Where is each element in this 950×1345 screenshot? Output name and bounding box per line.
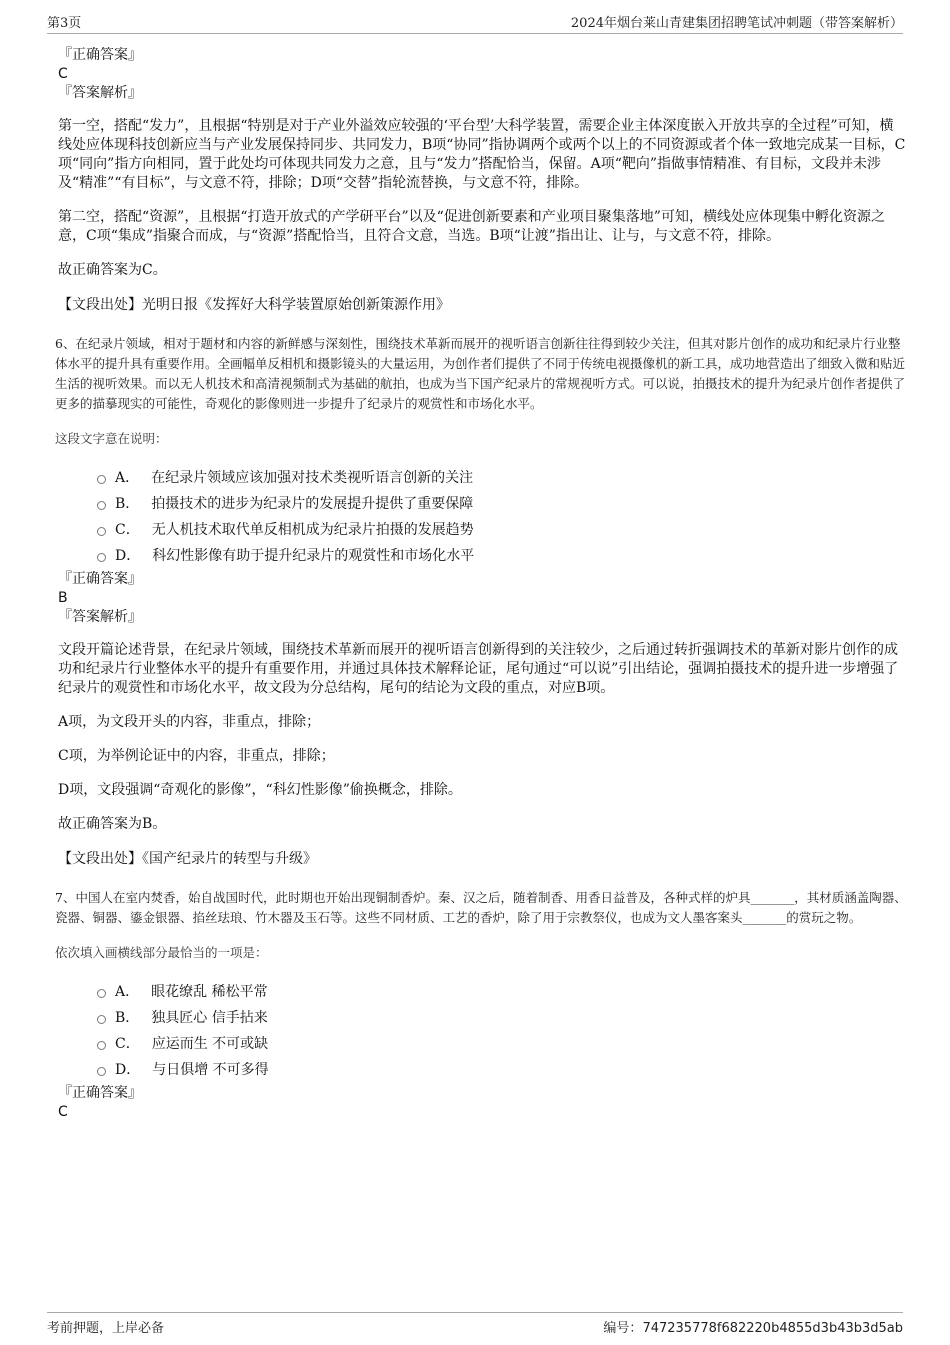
radio-icon[interactable] bbox=[97, 1067, 106, 1076]
source-citation: 【文段出处】光明日报《发挥好大科学装置原始创新策源作用》 bbox=[58, 297, 450, 313]
source-citation: 【文段出处】《国产纪录片的转型与升级》 bbox=[58, 851, 317, 867]
analysis-paragraph: 文段开篇论述背景，在纪录片领域，围绕技术革新而展开的视听语言创新得到的关注较少，之后通过转折强调技术的革新对影片创作的成功和纪录片行业整体水平的提升有重要作用，并通过具体技术解释论证，尾句通过“可以说”引出结论，强调拍摄技术的提升进一步增强了纪录片的观赏性和市场化水平，故文段为分总结构，尾句的结论为文段的重点，对应B项。 bbox=[58, 642, 899, 696]
answer-value: C bbox=[58, 1104, 68, 1120]
option-a[interactable]: A． 眼花缭乱 稀松平常 bbox=[97, 978, 907, 1004]
radio-icon[interactable] bbox=[97, 1041, 106, 1050]
radio-icon[interactable] bbox=[97, 475, 106, 484]
option-c[interactable]: C． 应运而生 不可或缺 bbox=[97, 1030, 907, 1056]
answer-value: B bbox=[58, 590, 68, 606]
analysis-paragraph: A项，为文段开头的内容，非重点，排除； bbox=[58, 714, 321, 730]
page-header bbox=[47, 12, 903, 34]
analysis-paragraph: D项，文段强调“奇观化的影像”，“科幻性影像”偷换概念，排除。 bbox=[58, 782, 462, 798]
document-title: 2024年烟台莱山青建集团招聘笔试冲刺题（带答案解析） bbox=[570, 16, 903, 31]
analysis-conclusion: 故正确答案为B。 bbox=[58, 816, 167, 832]
option-b[interactable]: B． 独具匠心 信手拈来 bbox=[97, 1004, 907, 1030]
option-list bbox=[97, 978, 907, 1082]
option-d[interactable]: D． 与日俱增 不可多得 bbox=[97, 1056, 907, 1082]
question-prompt: 依次填入画横线部分最恰当的一项是： bbox=[55, 945, 268, 960]
answer-label: 『正确答案』 bbox=[58, 47, 142, 63]
option-c[interactable]: C． 无人机技术取代单反相机成为纪录片拍摄的发展趋势 bbox=[97, 516, 907, 542]
option-b[interactable]: B． 拍摄技术的进步为纪录片的发展提升提供了重要保障 bbox=[97, 490, 907, 516]
analysis-label: 『答案解析』 bbox=[58, 85, 142, 101]
radio-icon[interactable] bbox=[97, 1015, 106, 1024]
page-footer bbox=[47, 1312, 903, 1336]
option-a[interactable]: A． 在纪录片领域应该加强对技术类视听语言创新的关注 bbox=[97, 464, 907, 490]
document-code: 编号：747235778f682220b4855d3b43b3d5ab bbox=[603, 1321, 903, 1336]
question-text: 6、在纪录片领域，相对于题材和内容的新鲜感与深刻性，围绕技术革新而展开的视听语言创新往往得到较少关注，但其对影片创作的成功和纪录片行业整体水平的提升具有重要作用。全画幅单反相机和摄影镜头的大量运用，为创作者们提供了不同于传统电视摄像机的新工具，成功地营造出了细致入微和贴近生活的视听效果。而以无人机技术和高清视频制式为基础的航拍，也成为当下国产纪录片的常规视听方式。可以说，拍摄技术的提升为纪录片创作者提供了更多的描摹现实的可能性，奇观化的影像则进一步提升了纪录片的观赏性和市场化水平。 bbox=[55, 336, 906, 411]
footer-slogan: 考前押题，上岸必备 bbox=[47, 1321, 165, 1336]
question-text: 7、中国人在室内焚香，始自战国时代，此时期也开始出现铜制香炉。秦、汉之后，随着制香、用香日益普及，各种式样的炉具_______，其材质涵盖陶器、瓷器、铜器、鎏金银器、掐丝珐琅、竹木器及玉石等。这些不同材质、工艺的香炉，除了用于宗教祭仪，也成为文人墨客案头_______的赏玩之物。 bbox=[55, 890, 907, 925]
page-content bbox=[55, 46, 907, 1122]
question-prompt: 这段文字意在说明： bbox=[55, 431, 168, 446]
answer-value: C bbox=[58, 66, 68, 82]
radio-icon[interactable] bbox=[97, 527, 106, 536]
radio-icon[interactable] bbox=[97, 501, 106, 510]
radio-icon[interactable] bbox=[97, 553, 106, 562]
analysis-paragraph: 第二空，搭配“资源”，且根据“打造开放式的产学研平台”以及“促进创新要素和产业项目聚集落地”可知，横线处应体现集中孵化资源之意，C项“集成”指聚合而成，与“资源”搭配恰当，且符合文意，当选。B项“让渡”指出让、让与，与文意不符，排除。 bbox=[58, 209, 885, 244]
analysis-conclusion: 故正确答案为C。 bbox=[58, 262, 167, 278]
analysis-paragraph: C项，为举例论证中的内容，非重点，排除； bbox=[58, 748, 335, 764]
option-list bbox=[97, 464, 907, 568]
radio-icon[interactable] bbox=[97, 989, 106, 998]
answer-label: 『正确答案』 bbox=[58, 571, 142, 587]
option-d[interactable]: D． 科幻性影像有助于提升纪录片的观赏性和市场化水平 bbox=[97, 542, 907, 568]
analysis-paragraph: 第一空，搭配“发力”，且根据“特别是对于产业外溢效应较强的‘平台型’大科学装置，需要企业主体深度嵌入开放共享的全过程”可知，横线处应体现科技创新应当与产业发展保持同步、共同发力，B项“协同”指协调两个或两个以上的不同资源或者个体一致地完成某一目标，C项“同向”指方向相同，置于此处均可体现共同发力之意，且与“发力”搭配恰当，保留。A项“靶向”指做事情精准、有目标，文段并未涉及“精准”“有目标”，与文意不符，排除；D项“交替”指轮流替换，与文意不符，排除。 bbox=[58, 118, 906, 191]
analysis-label: 『答案解析』 bbox=[58, 609, 142, 625]
answer-label: 『正确答案』 bbox=[58, 1085, 142, 1101]
page-number: 第3页 bbox=[47, 16, 82, 31]
